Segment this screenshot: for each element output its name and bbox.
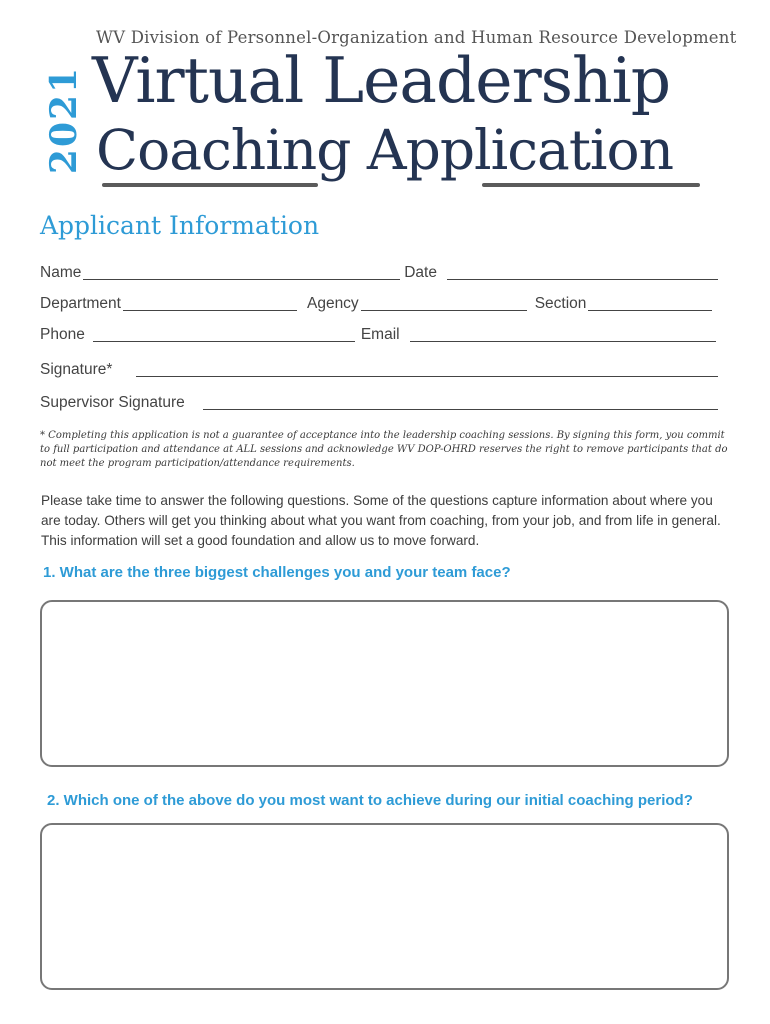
email-field[interactable] bbox=[410, 327, 716, 342]
supervisor-signature-label: Supervisor Signature bbox=[40, 394, 185, 411]
department-agency-section-row bbox=[40, 295, 718, 313]
title-underline-left bbox=[102, 183, 318, 187]
title-line-1: Virtual Leadership bbox=[92, 44, 671, 117]
title-line-2: Coaching Application bbox=[96, 118, 674, 182]
question-2: 2. Which one of the above do you most want to achieve during our initial coaching period? bbox=[47, 792, 693, 809]
section-title: Applicant Information bbox=[40, 211, 320, 240]
year-label bbox=[36, 58, 92, 182]
department-field[interactable] bbox=[123, 296, 297, 311]
signature-label: Signature* bbox=[40, 361, 113, 378]
agency-label: Agency bbox=[306, 295, 359, 312]
phone-field[interactable] bbox=[93, 327, 355, 342]
supervisor-signature-row bbox=[40, 394, 718, 412]
phone-label: Phone bbox=[40, 326, 85, 343]
department-label: Department bbox=[40, 295, 121, 312]
date-field[interactable] bbox=[447, 265, 718, 280]
name-field[interactable] bbox=[83, 265, 400, 280]
year-text: 2021 bbox=[43, 65, 86, 175]
signature-row bbox=[40, 361, 718, 379]
question-1: 1. What are the three biggest challenges you and your team face? bbox=[43, 564, 511, 581]
intro-paragraph: Please take time to answer the following questions. Some of the questions capture information about where you are today. Others will get you thinking about what you want from coaching, from your job, and from life in general. This information will set a good foundation and allow us to move forward. bbox=[41, 493, 721, 548]
date-label: Date bbox=[404, 264, 437, 281]
disclaimer: * Completing this application is not a guarantee of acceptance into the leadership coaching sessions. By signing this form, you commit to full participation and attendance at ALL sessions and acknowledge WV DOP-OHRD reserves the right to remove participants that do not meet the program participation/attendance requirements. bbox=[40, 430, 728, 469]
section-field[interactable] bbox=[588, 296, 712, 311]
name-date-row bbox=[40, 264, 718, 282]
answer-box-2[interactable] bbox=[40, 823, 729, 990]
email-label: Email bbox=[360, 326, 400, 343]
answer-box-1[interactable] bbox=[40, 600, 729, 767]
organization-name: WV Division of Personnel-Organization and Human Resource Development bbox=[96, 28, 737, 47]
agency-field[interactable] bbox=[361, 296, 527, 311]
phone-email-row bbox=[40, 326, 718, 344]
signature-field[interactable] bbox=[136, 362, 718, 377]
section-label: Section bbox=[534, 295, 587, 312]
name-label: Name bbox=[40, 264, 82, 281]
title-underline-right bbox=[482, 183, 700, 187]
supervisor-signature-field[interactable] bbox=[203, 395, 718, 410]
